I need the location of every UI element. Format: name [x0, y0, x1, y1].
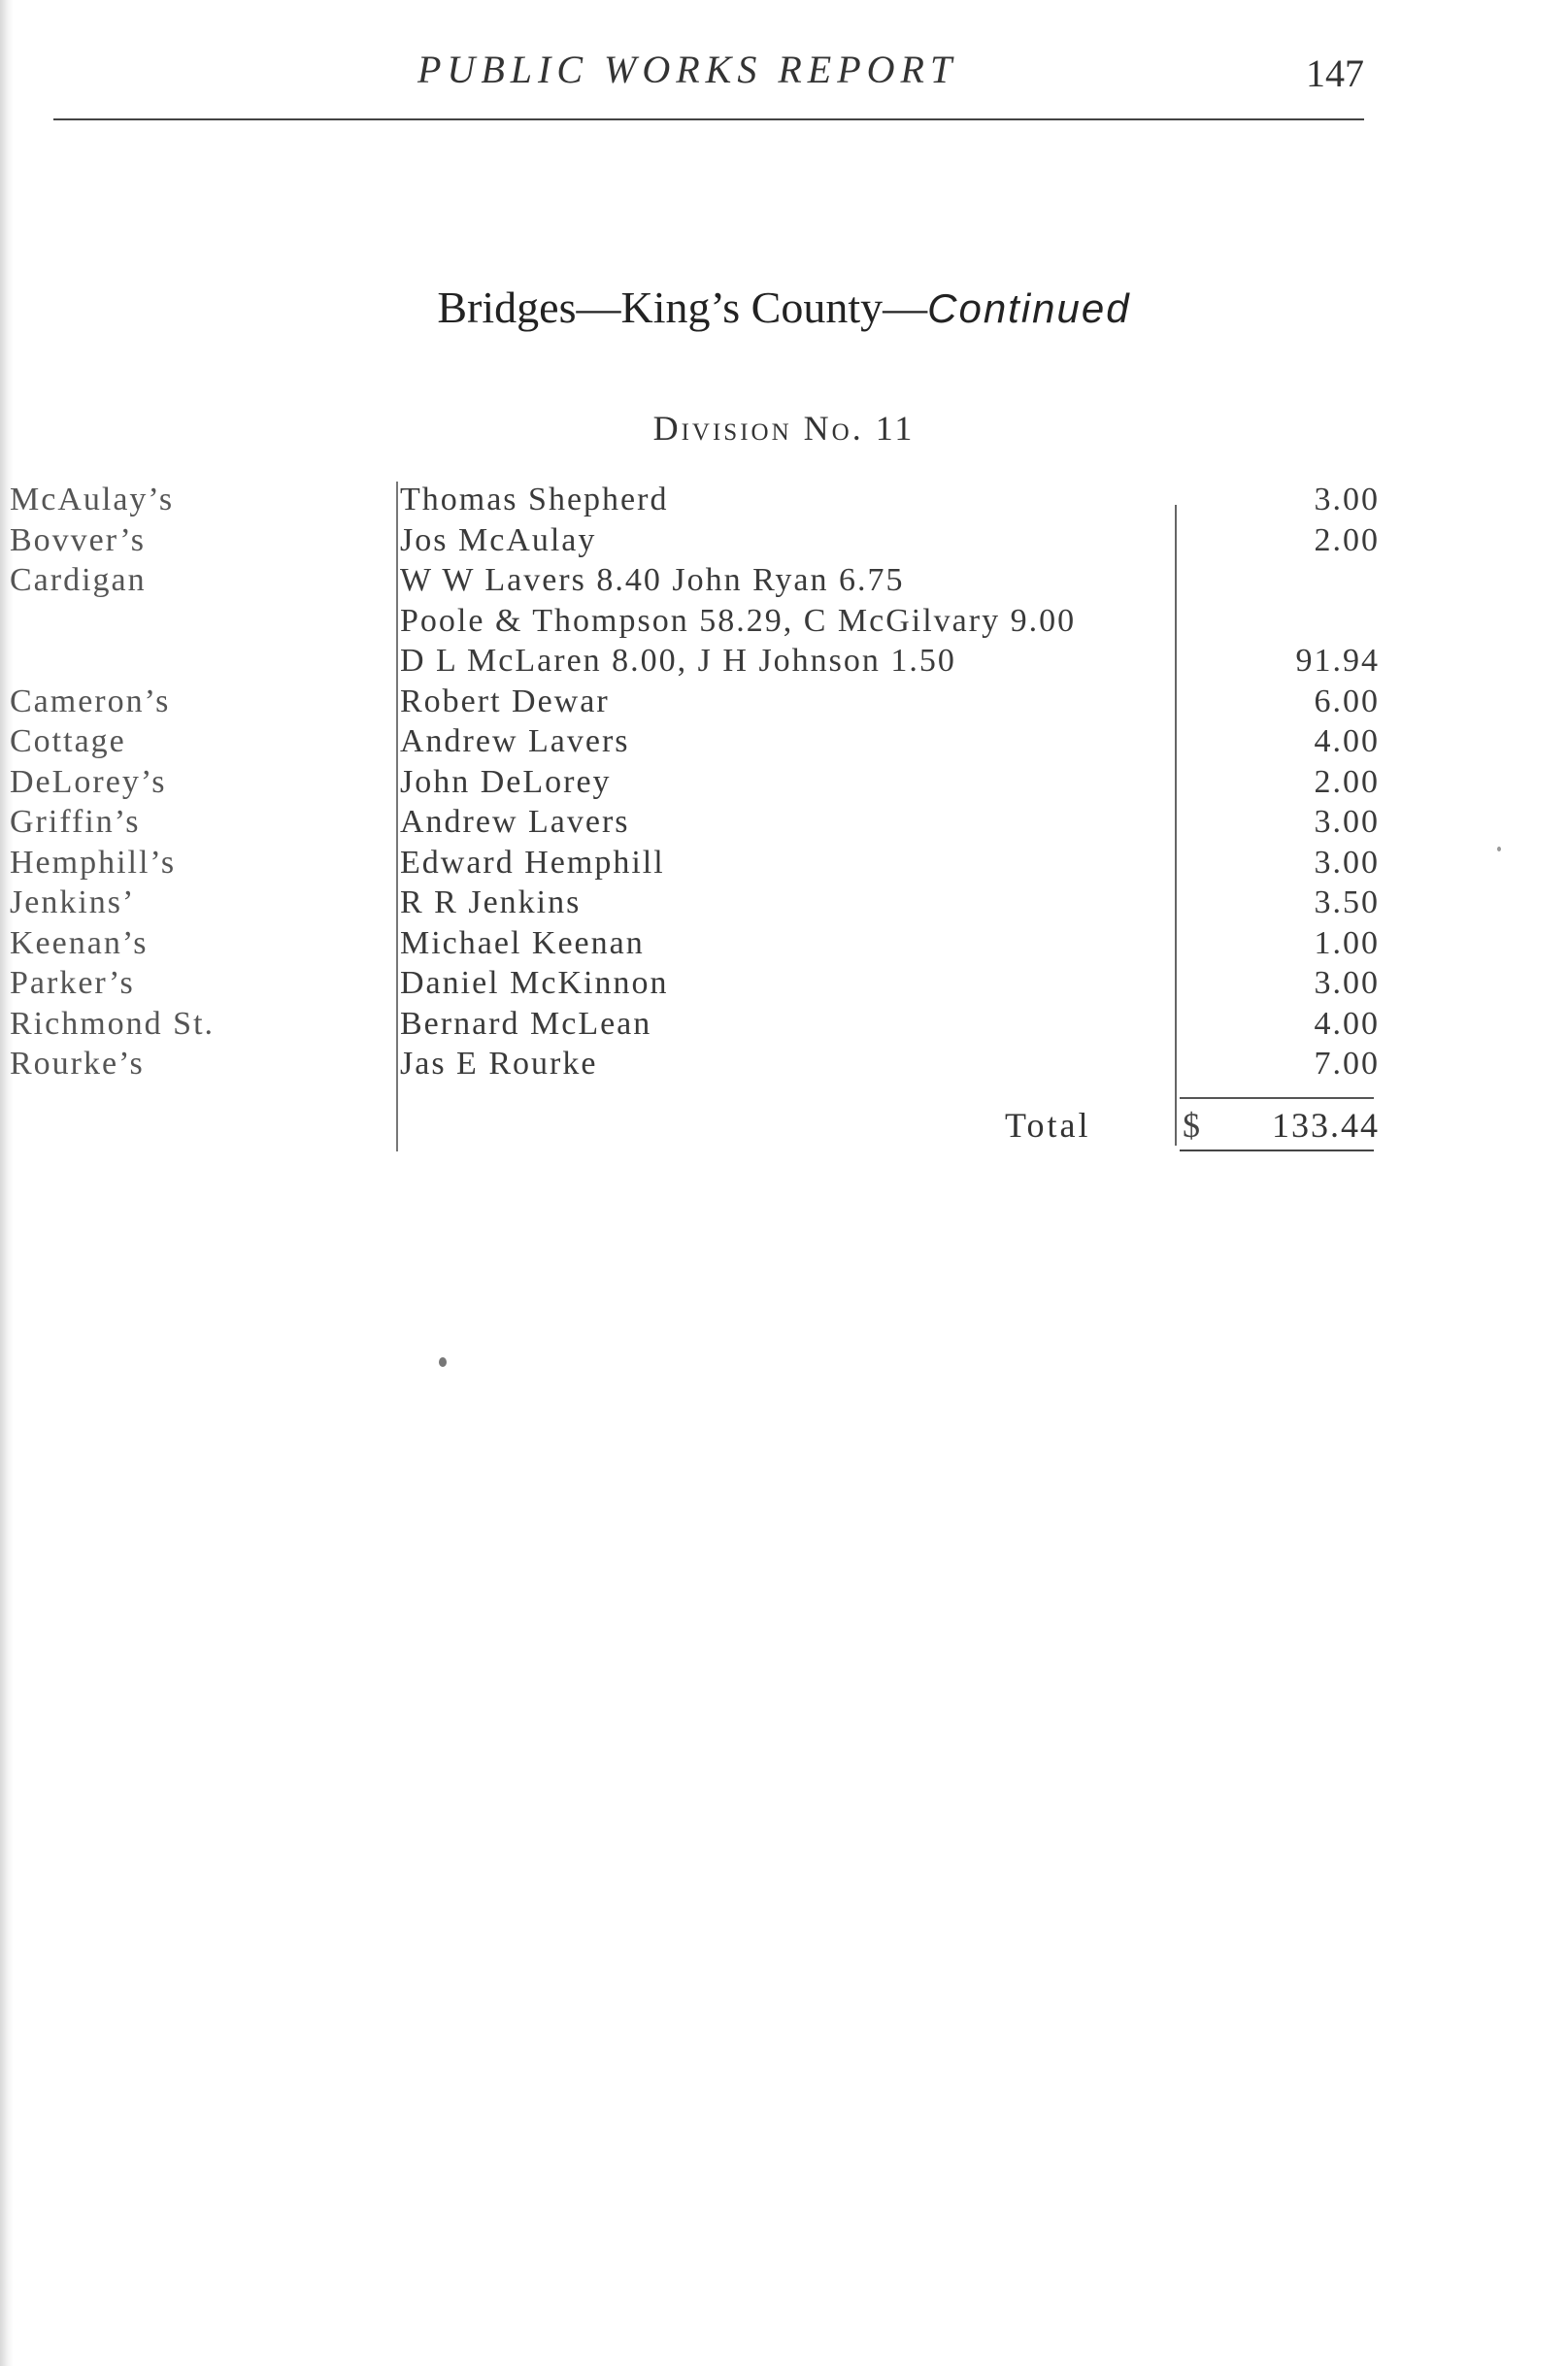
- amount-value: 6.00: [1314, 683, 1380, 719]
- total-amount: 133.44: [1272, 1106, 1380, 1145]
- page-number: 147: [1306, 51, 1364, 95]
- total-label: Total: [1005, 1106, 1091, 1145]
- header-rule: [53, 118, 1364, 120]
- scan-edge-shading: [0, 0, 14, 2366]
- print-speck: [1497, 847, 1501, 851]
- ledger-row: [0, 482, 1568, 522]
- ledger-row: [0, 683, 1568, 724]
- bridge-name: Cameron’s: [10, 683, 171, 719]
- payee-name: R R Jenkins: [400, 884, 582, 920]
- bridge-name: Keenan’s: [10, 925, 149, 961]
- amount-value: 3.50: [1314, 884, 1380, 920]
- payee-name: Thomas Shepherd: [400, 482, 669, 517]
- division-heading: Division No. 11: [652, 409, 916, 448]
- amount-value: 91.94: [1295, 643, 1380, 679]
- sum-rule: [1180, 1097, 1374, 1099]
- payee-name: D L McLaren 8.00, J H Johnson 1.50: [400, 643, 956, 679]
- ledger-row: [0, 603, 1568, 644]
- payee-name: Bernard McLean: [400, 1006, 652, 1042]
- payee-name: John DeLorey: [400, 764, 612, 800]
- bridge-name: DeLorey’s: [10, 764, 167, 800]
- payee-name: Jos McAulay: [400, 522, 597, 558]
- bridge-name: Cottage: [10, 723, 126, 759]
- payee-name: Daniel McKinnon: [400, 965, 669, 1001]
- amount-value: 4.00: [1314, 1006, 1380, 1042]
- amount-value: 1.00: [1314, 925, 1380, 961]
- amount-value: 3.00: [1314, 804, 1380, 840]
- amount-value: 7.00: [1314, 1046, 1380, 1082]
- amount-value: 3.00: [1314, 482, 1380, 517]
- print-speck: [439, 1357, 447, 1367]
- running-title: PUBLIC WORKS REPORT: [417, 48, 958, 91]
- currency-sign: $: [1183, 1106, 1200, 1145]
- ledger-row: [0, 723, 1568, 764]
- total-rule: [1180, 1150, 1374, 1151]
- ledger-row: [0, 884, 1568, 925]
- ledger-row: [0, 925, 1568, 966]
- ledger-row: [0, 965, 1568, 1006]
- amount-value: 2.00: [1314, 764, 1380, 800]
- payee-name: Jas E Rourke: [400, 1046, 598, 1082]
- bridge-name: Hemphill’s: [10, 845, 177, 881]
- ledger-row: [0, 1046, 1568, 1086]
- ledger-row: [0, 522, 1568, 563]
- amount-value: 3.00: [1314, 845, 1380, 881]
- bridge-name: Rourke’s: [10, 1046, 145, 1082]
- payee-name: W W Lavers 8.40 John Ryan 6.75: [400, 562, 905, 598]
- payee-name: Edward Hemphill: [400, 845, 665, 881]
- running-header: [0, 47, 1568, 105]
- ledger-row: [0, 804, 1568, 845]
- payee-name: Robert Dewar: [400, 683, 610, 719]
- payee-name: Andrew Lavers: [400, 804, 630, 840]
- section-title-continued: Continued: [927, 285, 1131, 331]
- ledger-row: [0, 562, 1568, 603]
- bridge-name: Parker’s: [10, 965, 135, 1001]
- bridge-name: Richmond St.: [10, 1006, 216, 1042]
- bridge-name: Bovver’s: [10, 522, 147, 558]
- bridge-name: Jenkins’: [10, 884, 136, 920]
- payee-name: Andrew Lavers: [400, 723, 630, 759]
- ledger-row: [0, 643, 1568, 683]
- payee-name: Michael Keenan: [400, 925, 645, 961]
- amount-value: 3.00: [1314, 965, 1380, 1001]
- bridge-name: Griffin’s: [10, 804, 141, 840]
- bridge-name: McAulay’s: [10, 482, 175, 517]
- bridge-name: Cardigan: [10, 562, 147, 598]
- amount-value: 2.00: [1314, 522, 1380, 558]
- ledger-row: [0, 764, 1568, 805]
- section-title-main: Bridges—King’s County—: [437, 283, 928, 332]
- amount-value: 4.00: [1314, 723, 1380, 759]
- ledger-row: [0, 1006, 1568, 1047]
- payee-name: Poole & Thompson 58.29, C McGilvary 9.00: [400, 603, 1077, 639]
- section-title: [0, 282, 1568, 333]
- ledger-row: [0, 845, 1568, 885]
